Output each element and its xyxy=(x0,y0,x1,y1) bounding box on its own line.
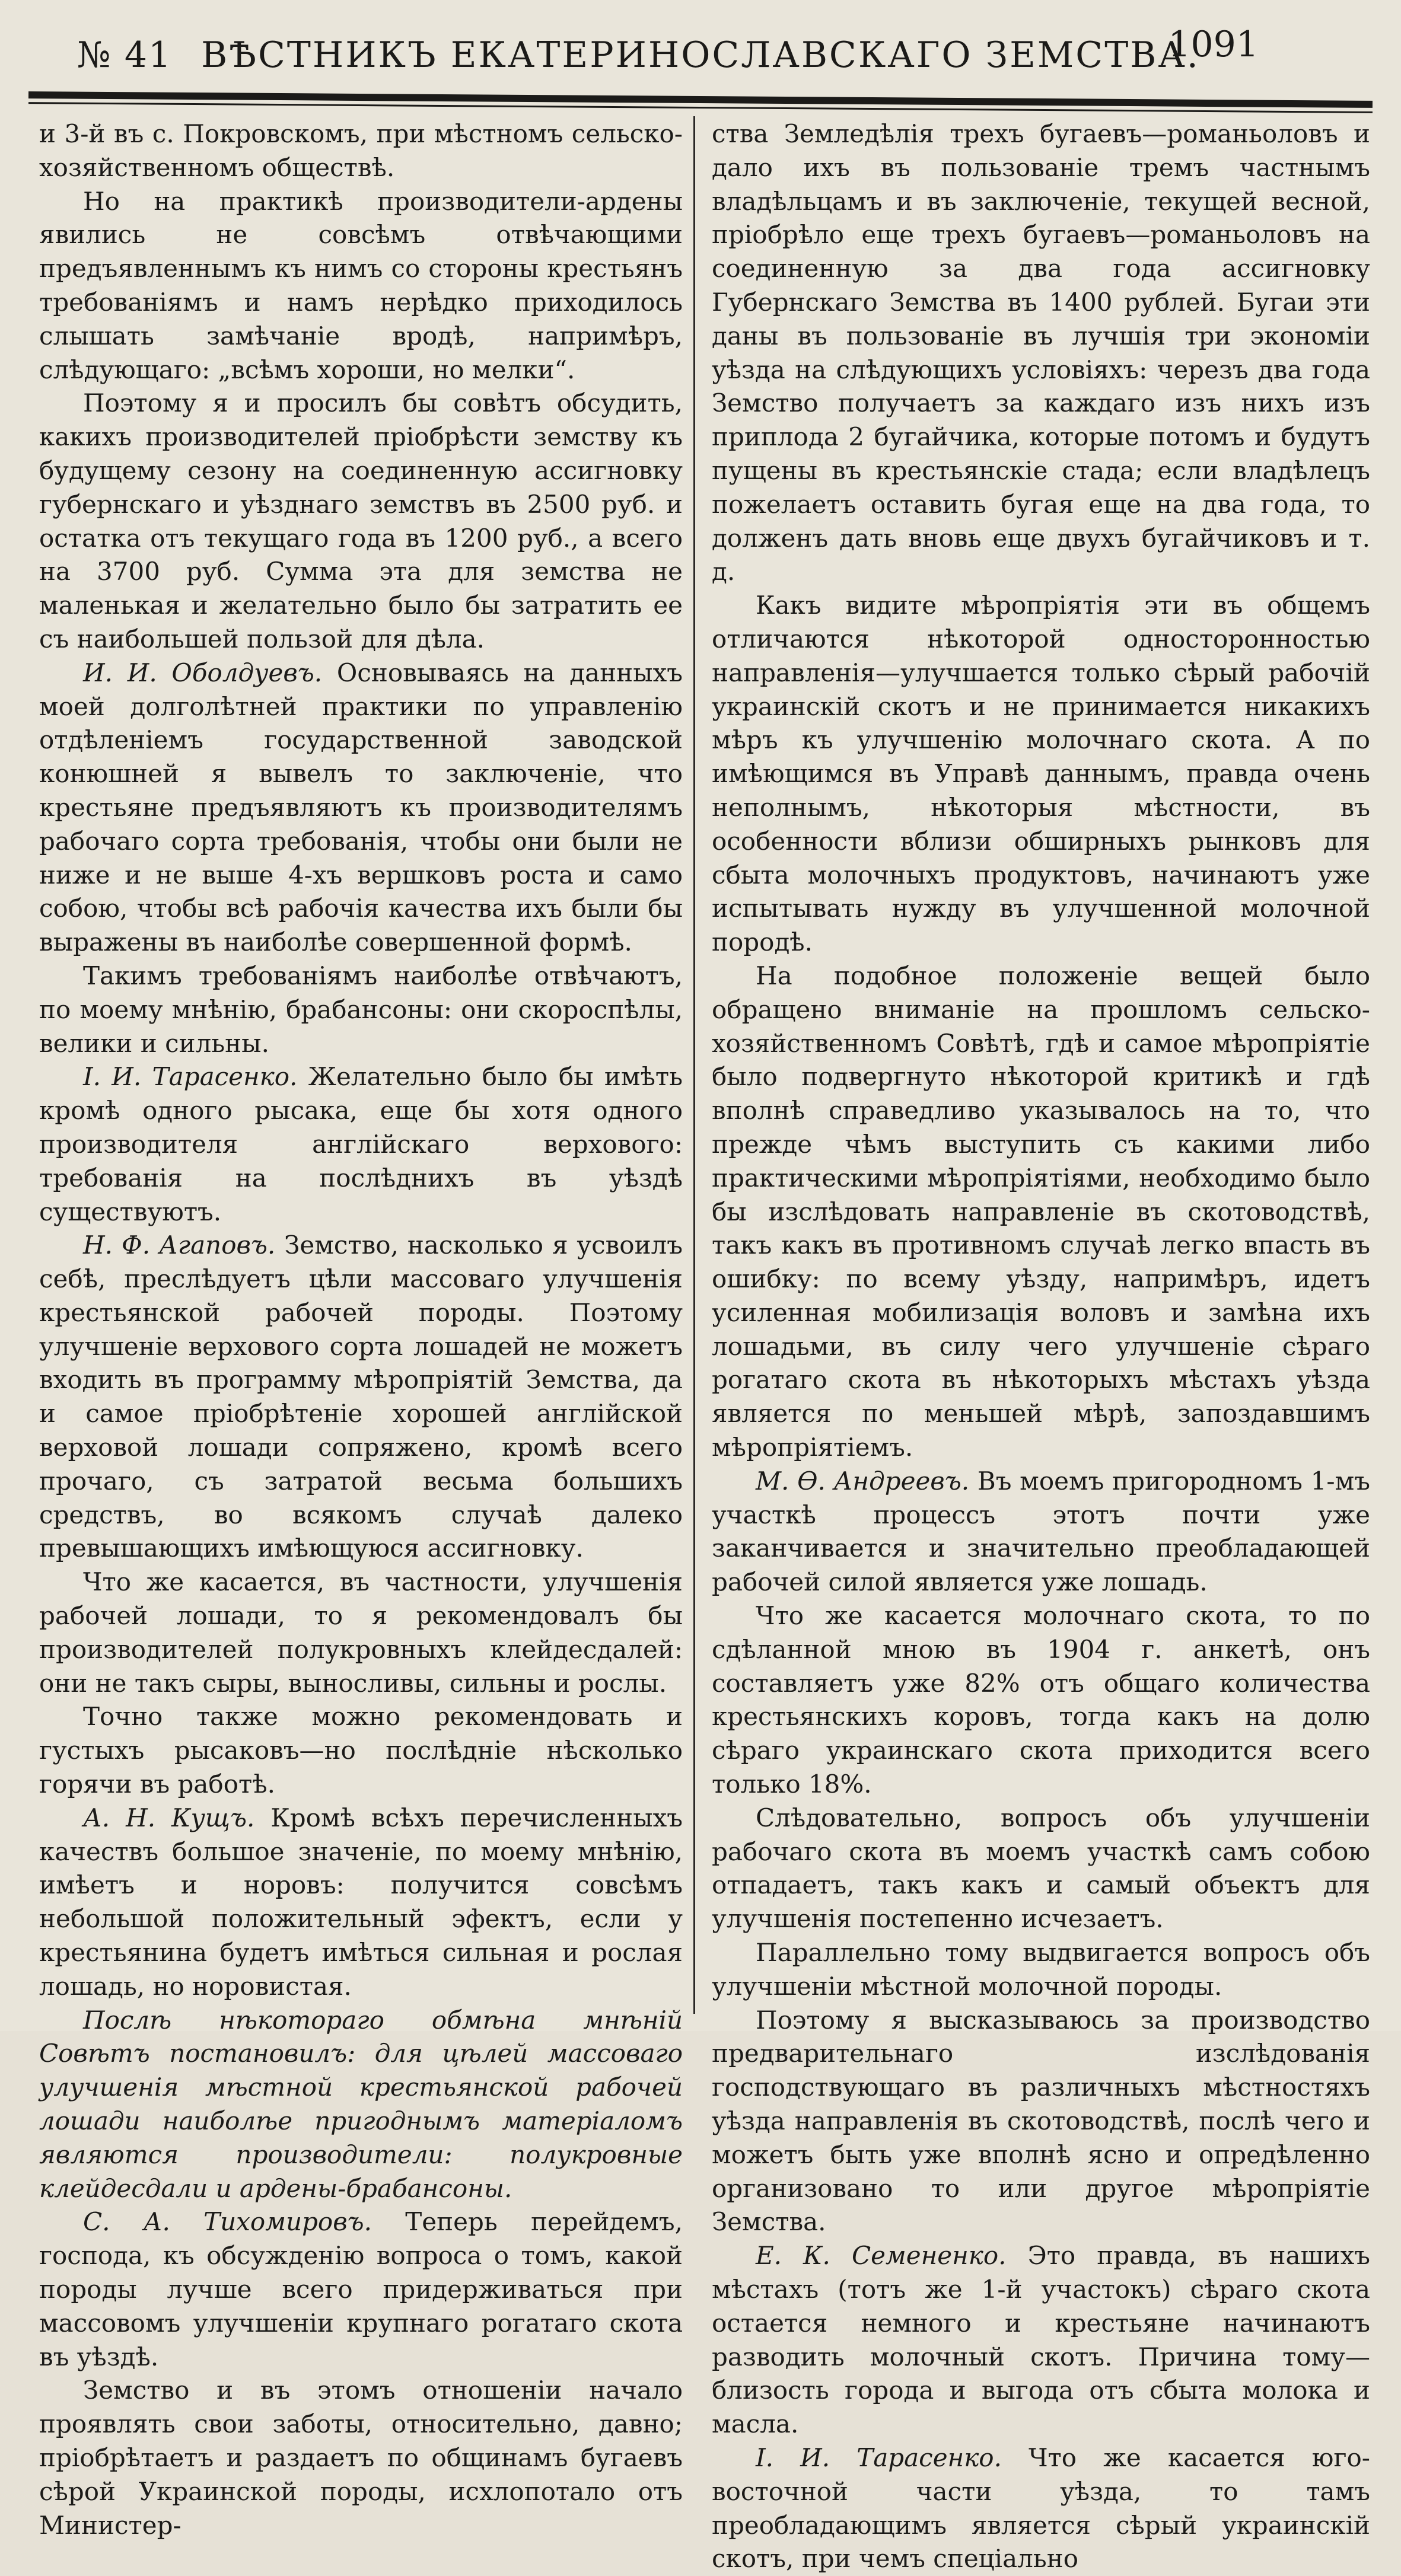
paragraph xyxy=(39,1566,683,1700)
paragraph-text: Земство и въ этомъ отношеніи начало проявлять свои заботы, относительно, давно; пріобрѣтаетъ и раздаетъ по общинамъ бугаевъ сѣрой Украинской породы, исхлопотало отъ Министер- xyxy=(39,2376,683,2540)
paragraph-text: Кромѣ всѣхъ перечисленныхъ качествъ большое значеніе, по моему мнѣнію, имѣетъ и норовъ: получится совсѣмъ небольшой положительный эфектъ, если у крестьянина будетъ имѣться сильная и рослая лошадь, но норовистая. xyxy=(39,1803,683,2001)
speaker-name: М. Ѳ. Андреевъ. xyxy=(756,1466,970,1496)
paragraph-text: Что же касается молочнаго скота, то по сдѣланной мною въ 1904 г. анкетѣ, онъ составляетъ уже 82% отъ общаго количества крестьянскихъ коровъ, тогда какъ на долю сѣраго украинскаго скота приходится всего только 18%. xyxy=(712,1601,1370,1799)
paragraph xyxy=(712,1802,1370,1936)
left-column xyxy=(39,117,683,2540)
paragraph-text: Какъ видите мѣропріятія эти въ общемъ отличаются нѣкоторой односторонностью направленія—улучшается только сѣрый рабочій украинскій скотъ и не принимается никакихъ мѣръ къ улучшенію молочнаго скота. А по имѣющимся въ Управѣ даннымъ, правда очень неполнымъ, нѣкоторыя мѣстности, въ особенности вблизи обширныхъ рынковъ для сбыта молочныхъ продуктовъ, начинаютъ уже испытывать нужду въ улучшенной молочной породѣ. xyxy=(712,591,1370,957)
paragraph xyxy=(712,1936,1370,2004)
right-column xyxy=(712,117,1370,2574)
paragraph xyxy=(39,1060,683,1229)
paragraph xyxy=(39,387,683,656)
paragraph xyxy=(39,959,683,1060)
speaker-name: А. Н. Кущъ. xyxy=(83,1803,255,1832)
page-number: 1091 xyxy=(1168,24,1259,65)
paragraph-text: ства Земледѣлія трехъ бугаевъ—романьоловъ и дало ихъ въ пользованіе тремъ частнымъ владѣльцамъ и въ заключеніе, текущей весной, пріобрѣло еще трехъ бугаевъ—романьоловъ на соединенную за два года ассигновку Губернскаго Земства въ 1400 рублей. Бугаи эти даны въ пользованіе въ лучшія три экономіи уѣзда на слѣдующихъ условіяхъ: черезъ два года Земство получаетъ за каждаго изъ нихъ изъ приплода 2 бугайчика, которые потомъ и будутъ пущены въ крестьянскіе стада; если владѣлецъ пожелаетъ оставить бугая еще на два года, то долженъ дать вновь еще двухъ бугайчиковъ и т. д. xyxy=(712,119,1370,586)
paragraph xyxy=(712,2239,1370,2441)
paragraph xyxy=(39,2374,683,2542)
paragraph-text: Это правда, въ нашихъ мѣстахъ (тотъ же 1-й участокъ) сѣраго скота остается немного и крестьяне начинаютъ разводить молочный скотъ. Причина тому—близость города и выгода отъ сбыта молока и масла. xyxy=(712,2241,1370,2439)
column-divider xyxy=(693,116,695,2014)
speaker-name: И. И. Оболдуевъ. xyxy=(83,658,323,687)
paragraph xyxy=(39,185,683,387)
paragraph xyxy=(39,1229,683,1566)
paragraph-text: Но на практикѣ производители-ардены явились не совсѣмъ отвѣчающими предъявленнымъ къ нимъ со стороны крестьянъ требованіямъ и намъ нерѣдко приходилось слышать замѣчаніе вродѣ, напримѣръ, слѣдующаго: „всѣмъ хороши, но мелки“. xyxy=(39,186,683,384)
header-rule-thick xyxy=(28,91,1373,108)
paragraph-text: Теперь перейдемъ, господа, къ обсужденію вопроса о томъ, какой породы лучше всего придерживаться при массовомъ улучшеніи крупнаго рогатаго скота въ уѣздѣ. xyxy=(39,2207,683,2371)
paragraph xyxy=(39,1802,683,2004)
speaker-name: І. И. Тарасенко. xyxy=(756,2443,1002,2472)
paragraph xyxy=(712,959,1370,1465)
paragraph-text: Земство, насколько я усвоилъ себѣ, преслѣдуетъ цѣли массоваго улучшенія крестьянской рабочей породы. Поэтому улучшеніе верхового сорта лошадей не можетъ входить въ программу мѣропріятій Земства, да и самое пріобрѣтеніе хорошей англійской верховой лошади сопряжено, кромѣ всего прочаго, съ затратой весьма большихъ средствъ, во всякомъ случаѣ далеко превышающихъ имѣющуюся ассигновку. xyxy=(39,1230,683,1563)
paragraph xyxy=(39,2205,683,2374)
paragraph xyxy=(712,2004,1370,2240)
paragraph-text: Параллельно тому выдвигается вопросъ объ улучшеніи мѣстной молочной породы. xyxy=(712,1938,1370,2001)
paragraph xyxy=(712,589,1370,959)
paragraph-text: Желательно было бы имѣть кромѣ одного рысака, еще бы хотя одного производителя англійскаго верхового: требованія на послѣднихъ въ уѣздѣ существуютъ. xyxy=(39,1062,683,1226)
paragraph-text: Слѣдовательно, вопросъ объ улучшеніи рабочаго скота въ моемъ участкѣ самъ собою отпадаетъ, такъ какъ и самый объектъ для улучшенія постепенно исчезаетъ. xyxy=(712,1803,1370,1934)
paragraph xyxy=(39,117,683,185)
speaker-name: І. И. Тарасенко. xyxy=(83,1062,298,1092)
speaker-name: Е. К. Семененко. xyxy=(756,2241,1007,2271)
paragraph xyxy=(39,1700,683,1801)
speaker-name: С. А. Тихомировъ. xyxy=(83,2207,372,2237)
paragraph-text: Основываясь на данныхъ моей долголѣтней практики по управленію отдѣленіемъ государственной заводской конюшней я вывелъ то заключеніе, что крестьяне предъявляютъ къ производителямъ рабочаго сорта требованія, чтобы они были не ниже и не выше 4-хъ вершковъ роста и само собою, чтобы всѣ рабочія качества ихъ были бы выражены въ наиболѣе совершенной формѣ. xyxy=(39,658,683,957)
paragraph-text: Послѣ нѣкотораго обмѣна мнѣній Совѣтъ постановилъ: для цѣлей массоваго улучшенія мѣстной крестьянской рабочей лошади наиболѣе пригоднымъ матеріаломъ являются производители: полукровные клейдесдали и ардены-брабансоны. xyxy=(39,2005,683,2203)
header xyxy=(36,24,1365,89)
journal-title: ВѢСТНИКЪ ЕКАТЕРИНОСЛАВСКАГО ЗЕМСТВА. xyxy=(201,34,1200,76)
paragraph-text: Такимъ требованіямъ наиболѣе отвѣчаютъ, по моему мнѣнію, брабансоны: они скороспѣлы, велики и сильны. xyxy=(39,961,683,1058)
paragraph xyxy=(712,1599,1370,1802)
paragraph-text: На подобное положеніе вещей было обращено вниманіе на прошломъ сельско-хозяйственномъ Совѣтѣ, гдѣ и самое мѣропріятіе было подвергнуто нѣкоторой критикѣ и гдѣ вполнѣ справедливо указывалось на то, что прежде чѣмъ выступить съ какими либо практическими мѣропріятіями, необходимо было бы изслѣдовать направленіе въ скотоводствѣ, такъ какъ въ противномъ случаѣ легко впасть въ ошибку: по всему уѣзду, напримѣръ, идетъ усиленная мобилизація воловъ и замѣна ихъ лошадьми, въ силу чего улучшеніе сѣраго рогатаго скота въ нѣкоторыхъ мѣстахъ уѣзда является по меньшей мѣрѣ, запоздавшимъ мѣропріятіемъ. xyxy=(712,961,1370,1462)
speaker-name: Н. Ф. Агаповъ. xyxy=(83,1230,276,1260)
paragraph-text: Что же касается, въ частности, улучшенія рабочей лошади, то я рекомендовалъ бы производителей полукровныхъ клейдесдалей: они не такъ сыры, выносливы, сильны и рослы. xyxy=(39,1567,683,1698)
paragraph-text: Въ моемъ пригородномъ 1-мъ участкѣ процессъ этотъ почти уже заканчивается и значительно преобладающей рабочей силой является уже лошадь. xyxy=(712,1466,1370,1597)
paragraph xyxy=(39,2004,683,2206)
paragraph-text: Что же касается юго-восточной части уѣзда, то тамъ преобладающимъ является сѣрый украинскій скотъ, при чемъ спеціально xyxy=(712,2443,1370,2574)
paragraph xyxy=(712,2441,1370,2576)
issue-number: № 41 xyxy=(77,34,173,76)
paragraph-text: и 3-й въ с. Покровскомъ, при мѣстномъ сельско-хозяйственномъ обществѣ. xyxy=(39,119,683,182)
paragraph-text: Точно также можно рекомендовать и густыхъ рысаковъ—но послѣдніе нѣсколько горячи въ работѣ. xyxy=(39,1702,683,1799)
paragraph-text: Поэтому я высказываюсь за производство предварительнаго изслѣдованія господствующаго въ различныхъ мѣстностяхъ уѣзда направленія въ скотоводствѣ, послѣ чего и можетъ быть уже вполнѣ ясно и опредѣленно организовано то или другое мѣропріятіе Земства. xyxy=(712,2005,1370,2237)
paragraph xyxy=(712,1465,1370,1599)
paragraph xyxy=(39,656,683,959)
paragraph xyxy=(712,117,1370,589)
paragraph-text: Поэтому я и просилъ бы совѣтъ обсудить, какихъ производителей пріобрѣсти земству къ будущему сезону на соединенную ассигновку губернскаго и уѣзднаго земствъ въ 2500 руб. и остатка отъ текущаго года въ 1200 руб., а всего на 3700 руб. Сумма эта для земства не маленькая и желательно было бы затратить ее съ наибольшей пользой для дѣла. xyxy=(39,388,683,653)
